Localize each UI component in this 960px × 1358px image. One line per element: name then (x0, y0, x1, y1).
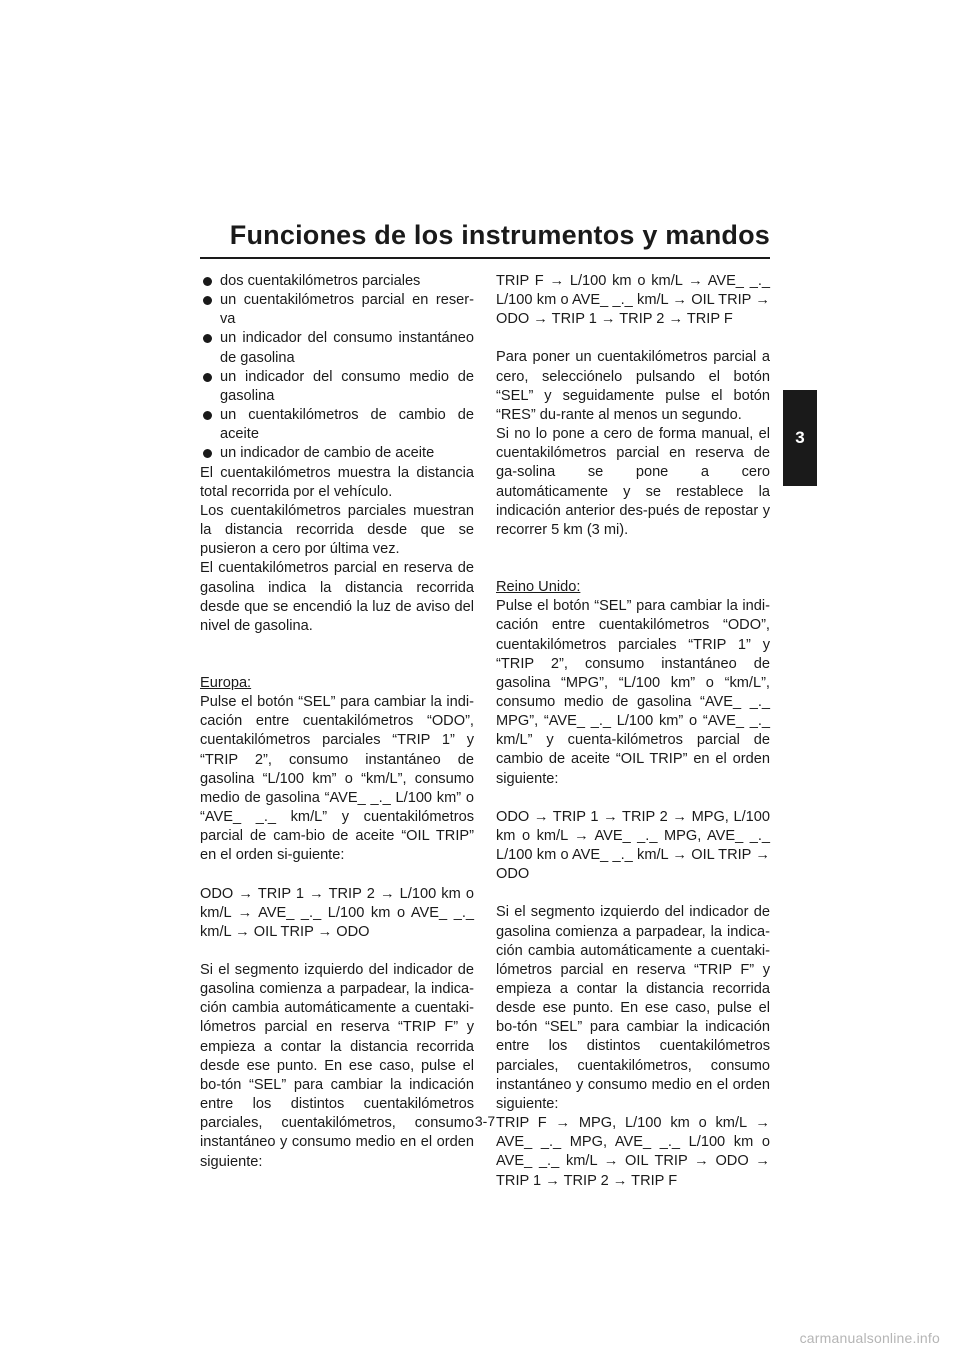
bullet-icon (203, 296, 212, 305)
sequence-text: ODO → TRIP 1 → TRIP 2 → MPG, L/100 km o km/L → AVE_ _._ MPG, AVE_ _._ L/100 km o AVE_ _._ km/L → OIL TRIP → ODO (496, 808, 770, 883)
chapter-tab: 3 (783, 390, 817, 486)
list-item: dos cuentakilómetros parciales (200, 272, 474, 291)
paragraph: Para poner un cuentakilómetros parcial a cero, selecciónelo pulsando el botón “SEL” y seguidamente pulse el botón “RES” du-rante al menos un segundo. (496, 349, 770, 423)
sequence-text: ODO → TRIP 1 → TRIP 2 → L/100 km o km/L → AVE_ _._ L/100 km o AVE_ _._ km/L → OIL TRIP → ODO (200, 885, 474, 940)
bullet-icon (203, 449, 212, 458)
right-column (496, 272, 770, 1191)
page-number: 3-7 (474, 1113, 496, 1129)
header-rule (200, 257, 770, 259)
bullet-icon (203, 277, 212, 286)
paragraph: Pulse el botón “SEL” para cambiar la indi-cación entre cuentakilómetros “ODO”, cuentakilómetros parciales “TRIP 1” y “TRIP 2”, consumo instantáneo de gasolina “MPG”, “L/100 km” o “km/L”, consumo medio de gasolina “AVE_ _._ MPG”, “AVE_ _._ L/100 km” o “AVE_ _._ km/L” y cuenta-kilómetros parcial de cambio de aceite “OIL TRIP” en el orden siguiente: (496, 598, 770, 787)
sequence-text: TRIP F → MPG, L/100 km o km/L → AVE_ _._ MPG, AVE_ _._ L/100 km o AVE_ _._ km/L → OIL TRIP → ODO → TRIP 1 → TRIP 2 → TRIP F (496, 1115, 770, 1189)
bullet-icon (203, 373, 212, 382)
paragraph: El cuentakilómetros muestra la distancia total recorrida por el vehículo. (200, 464, 474, 500)
bullet-icon (203, 411, 212, 420)
sequence-text: TRIP F → L/100 km o km/L → AVE_ _._ L/100 km o AVE_ _._ km/L → OIL TRIP → ODO → TRIP 1 → TRIP 2 → TRIP F (496, 273, 770, 328)
paragraph: Los cuentakilómetros parciales muestran la distancia recorrida desde que se pusieron a cero por última vez. (200, 502, 474, 558)
section-heading-uk: Reino Unido: (496, 579, 581, 596)
bullet-icon (203, 334, 212, 343)
watermark: carmanualsonline.info (799, 1330, 940, 1346)
paragraph: El cuentakilómetros parcial en reserva de gasolina indica la distancia recorrida desde que se encendió la luz de aviso del nivel de gasolina. (200, 560, 474, 634)
paragraph: Pulse el botón “SEL” para cambiar la indi-cación entre cuentakilómetros “ODO”, cuentakilómetros parciales “TRIP 1” y “TRIP 2”, consumo instantáneo de gasolina “L/100 km” o “km/L”, consumo medio de gasolina “AVE_ _._ L/100 km” o “AVE_ _._ km/L” y cuentakilómetros parcial de cam-bio de aceite “OIL TRIP” en el orden si-guiente: (200, 694, 474, 864)
list-item: un cuentakilómetros parcial en reser-va (200, 291, 474, 329)
list-item: un indicador de cambio de aceite (200, 444, 474, 463)
feature-list (200, 272, 474, 464)
list-item: un indicador del consumo instantáneo de gasolina (200, 329, 474, 367)
list-item: un cuentakilómetros de cambio de aceite (200, 406, 474, 444)
paragraph: Si el segmento izquierdo del indicador de gasolina comienza a parpadear, la indica-ción cambia automáticamente a cuentaki-lómetros parcial en reserva “TRIP F” y empieza a contar la distancia recorrida desde ese punto. En ese caso, pulse el bo-tón “SEL” para cambiar la indicación entre los distintos cuentakilómetros parciales, cuentakilómetros, consumo instantáneo y consumo medio en el orden siguiente: (496, 904, 770, 1112)
left-column (200, 272, 474, 1172)
paragraph: Si no lo pone a cero de forma manual, el cuentakilómetros parcial en reserva de ga-solina se pone a cero automáticamente y se restablece la indicación anterior des-pués de repostar y recorrer 5 km (3 mi). (496, 426, 770, 538)
section-heading-europe: Europa: (200, 674, 252, 691)
paragraph: Si el segmento izquierdo del indicador de gasolina comienza a parpadear, la indica-ción cambia automáticamente a cuentaki-lómetros parcial en reserva “TRIP F” y empieza a contar la distancia recorrida desde ese punto. En ese caso, pulse el bo-tón “SEL” para cambiar la indicación entre los distintos cuentakilómetros parciales, cuentakilómetros, consumo instantáneo y consumo medio en el orden siguiente: (200, 962, 474, 1170)
page-title: Funciones de los instrumentos y mandos (229, 220, 770, 250)
list-item: un indicador del consumo medio de gasolina (200, 368, 474, 406)
